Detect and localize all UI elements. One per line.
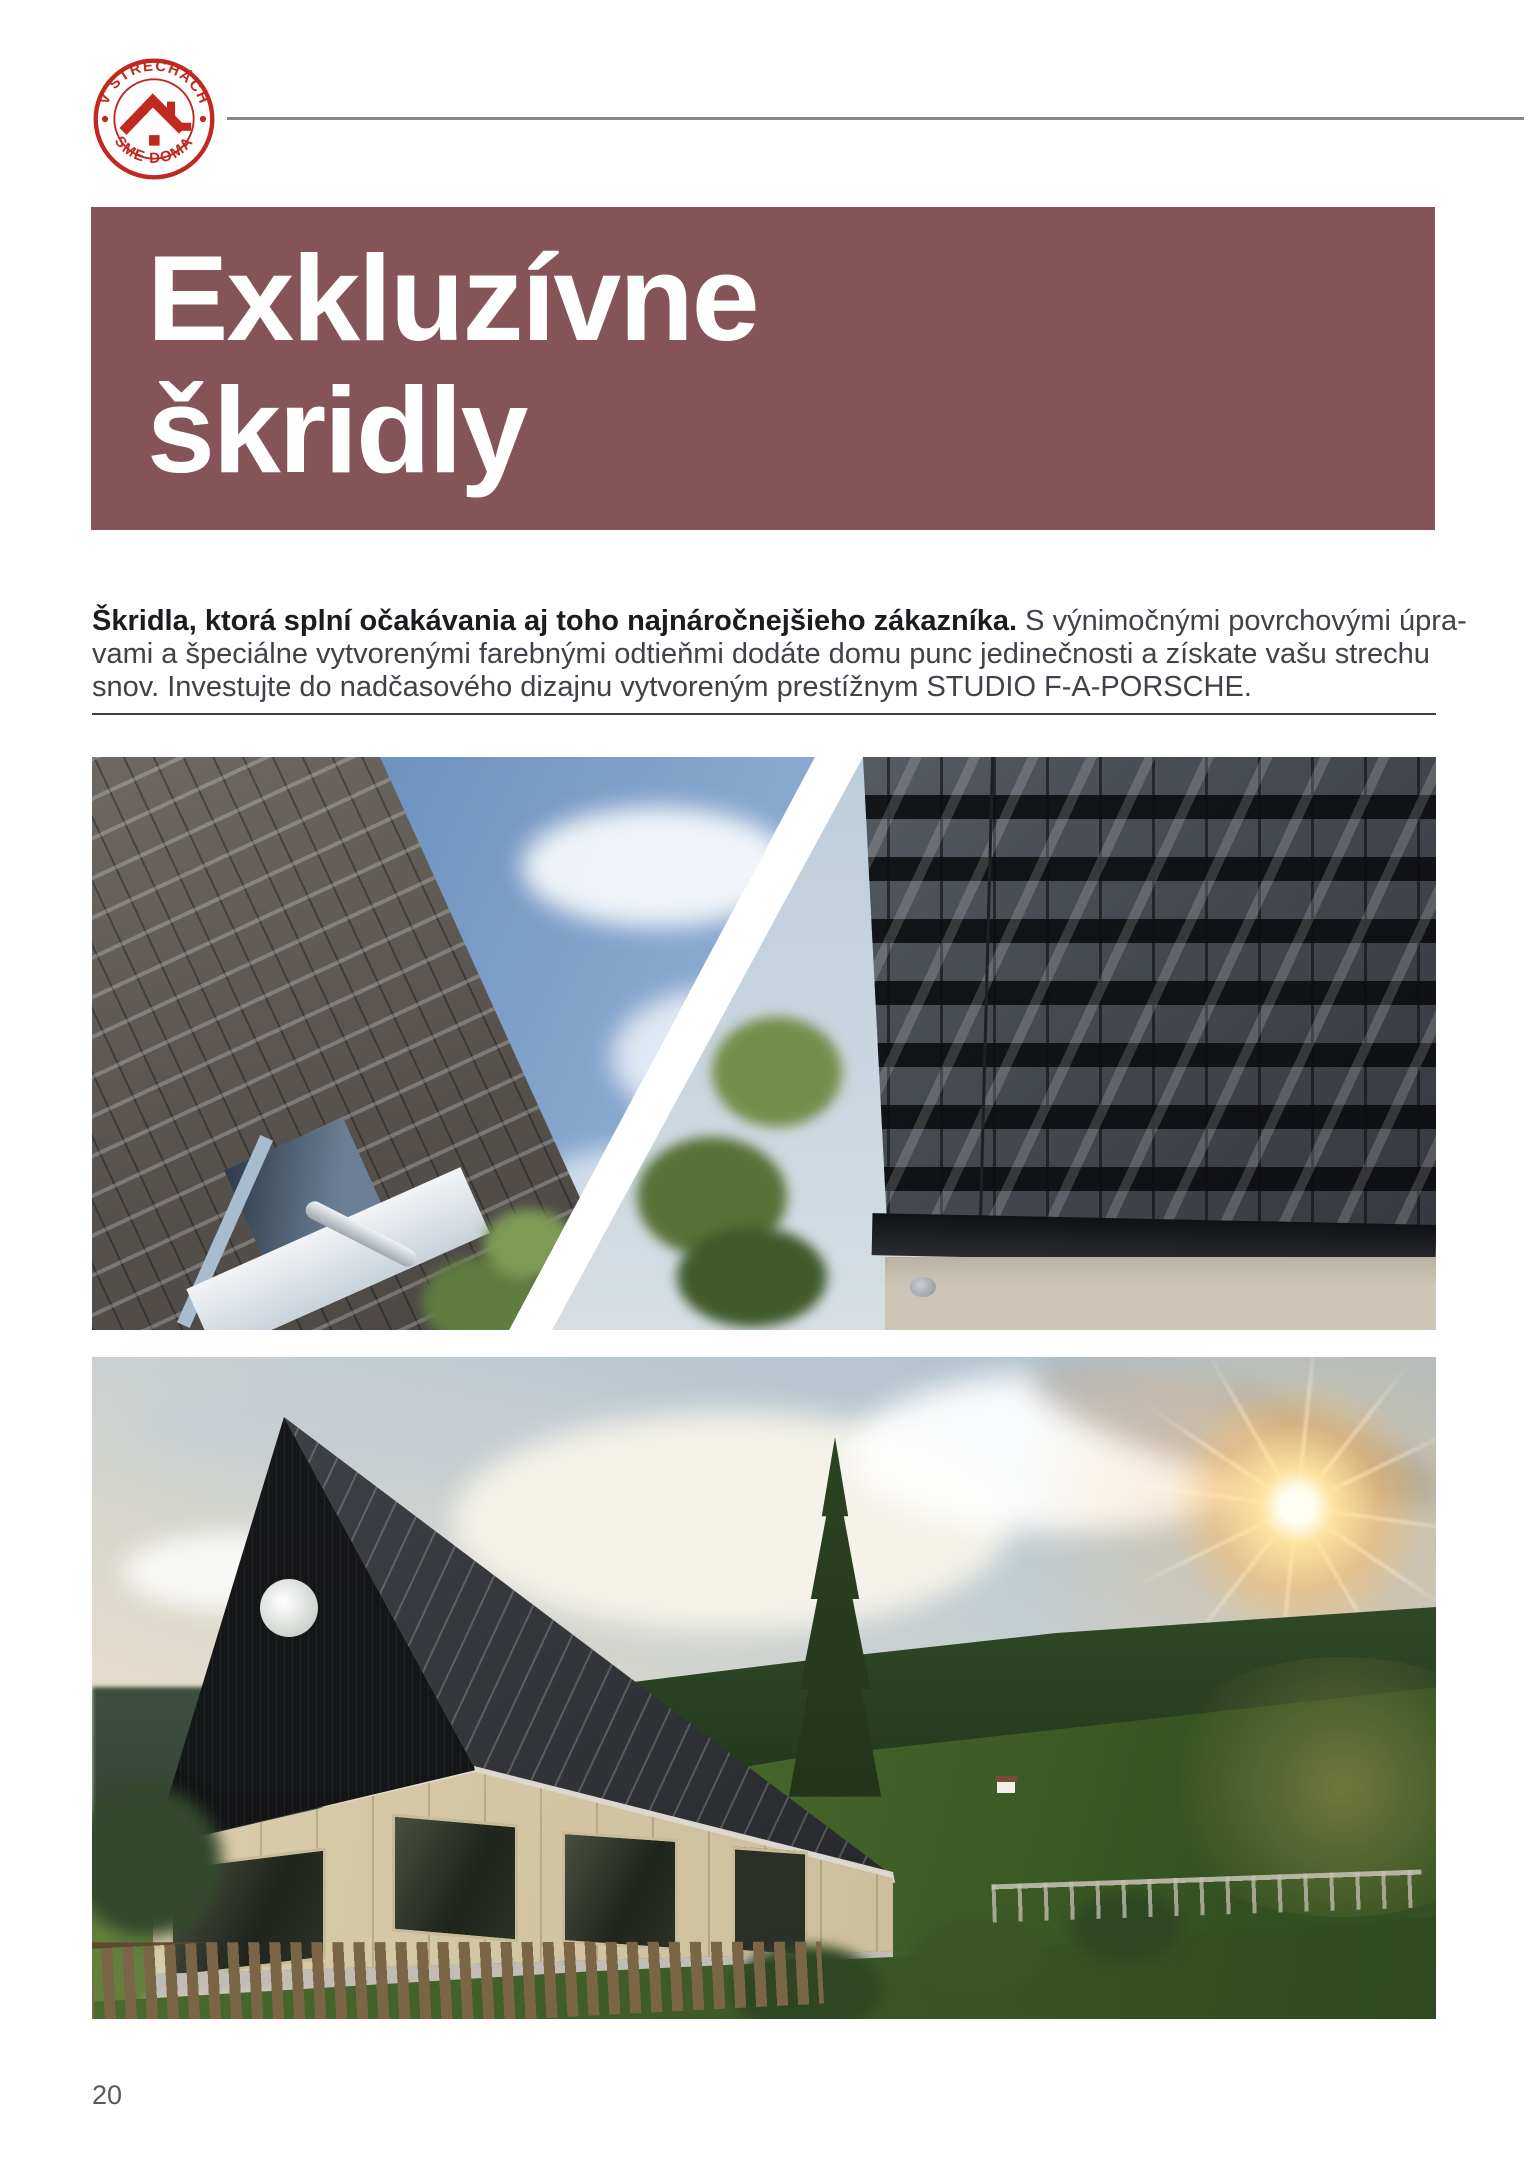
- intro-line-1-rest: S výnimočnými povrchovými úpra-: [1017, 605, 1467, 637]
- foliage: [484, 1209, 574, 1279]
- house-wall: [885, 1257, 1436, 1330]
- logo-arc-bottom-text: SME DOMA: [110, 133, 198, 167]
- intro-lead-bold: Škridla, ktorá splní očakávania aj toho najnáročnejšieho zákazníka.: [92, 605, 1018, 637]
- title-banner: [91, 207, 1435, 530]
- tree-foliage: [677, 1227, 827, 1327]
- logo-stamp: [92, 57, 216, 181]
- page-title-line2: škridly: [147, 361, 527, 498]
- distant-cottage: [997, 1782, 1015, 1793]
- hedge-bush: [912, 1915, 1042, 1995]
- photo-house-landscape: [92, 1357, 1436, 2019]
- page-title: [91, 207, 1435, 497]
- section-divider-line: [92, 713, 1436, 715]
- intro-line-2: vami a špeciálne vytvorenými farebnými odtieňmi dodáte domu punc jedinečnosti a získate vašu strechu: [92, 638, 1430, 670]
- facade-window: [392, 1813, 518, 1942]
- logo-right-dot: [200, 116, 206, 122]
- page-number: 20: [92, 2080, 123, 2110]
- cloud: [522, 807, 792, 927]
- logo-arc-top-text: V STRECHÁCH: [96, 58, 212, 108]
- satellite-dish: [910, 1277, 936, 1297]
- photo-pair-block: [92, 757, 1436, 1330]
- sun: [1167, 1377, 1427, 1637]
- intro-line-1: [92, 605, 1467, 638]
- logo-left-dot: [102, 116, 108, 122]
- round-gable-window: [260, 1579, 318, 1637]
- page-title-line1: Exkluzívne: [147, 230, 758, 366]
- facade-window: [562, 1831, 678, 1951]
- intro-paragraph: [92, 605, 1467, 704]
- intro-line-3: snov. Investujte do nadčasového dizajnu vytvoreným prestížnym STUDIO F-A-PORSCHE.: [92, 671, 1252, 703]
- facade-door: [732, 1846, 808, 1957]
- header-divider-line: [227, 117, 1524, 120]
- tree-foliage: [712, 1017, 842, 1127]
